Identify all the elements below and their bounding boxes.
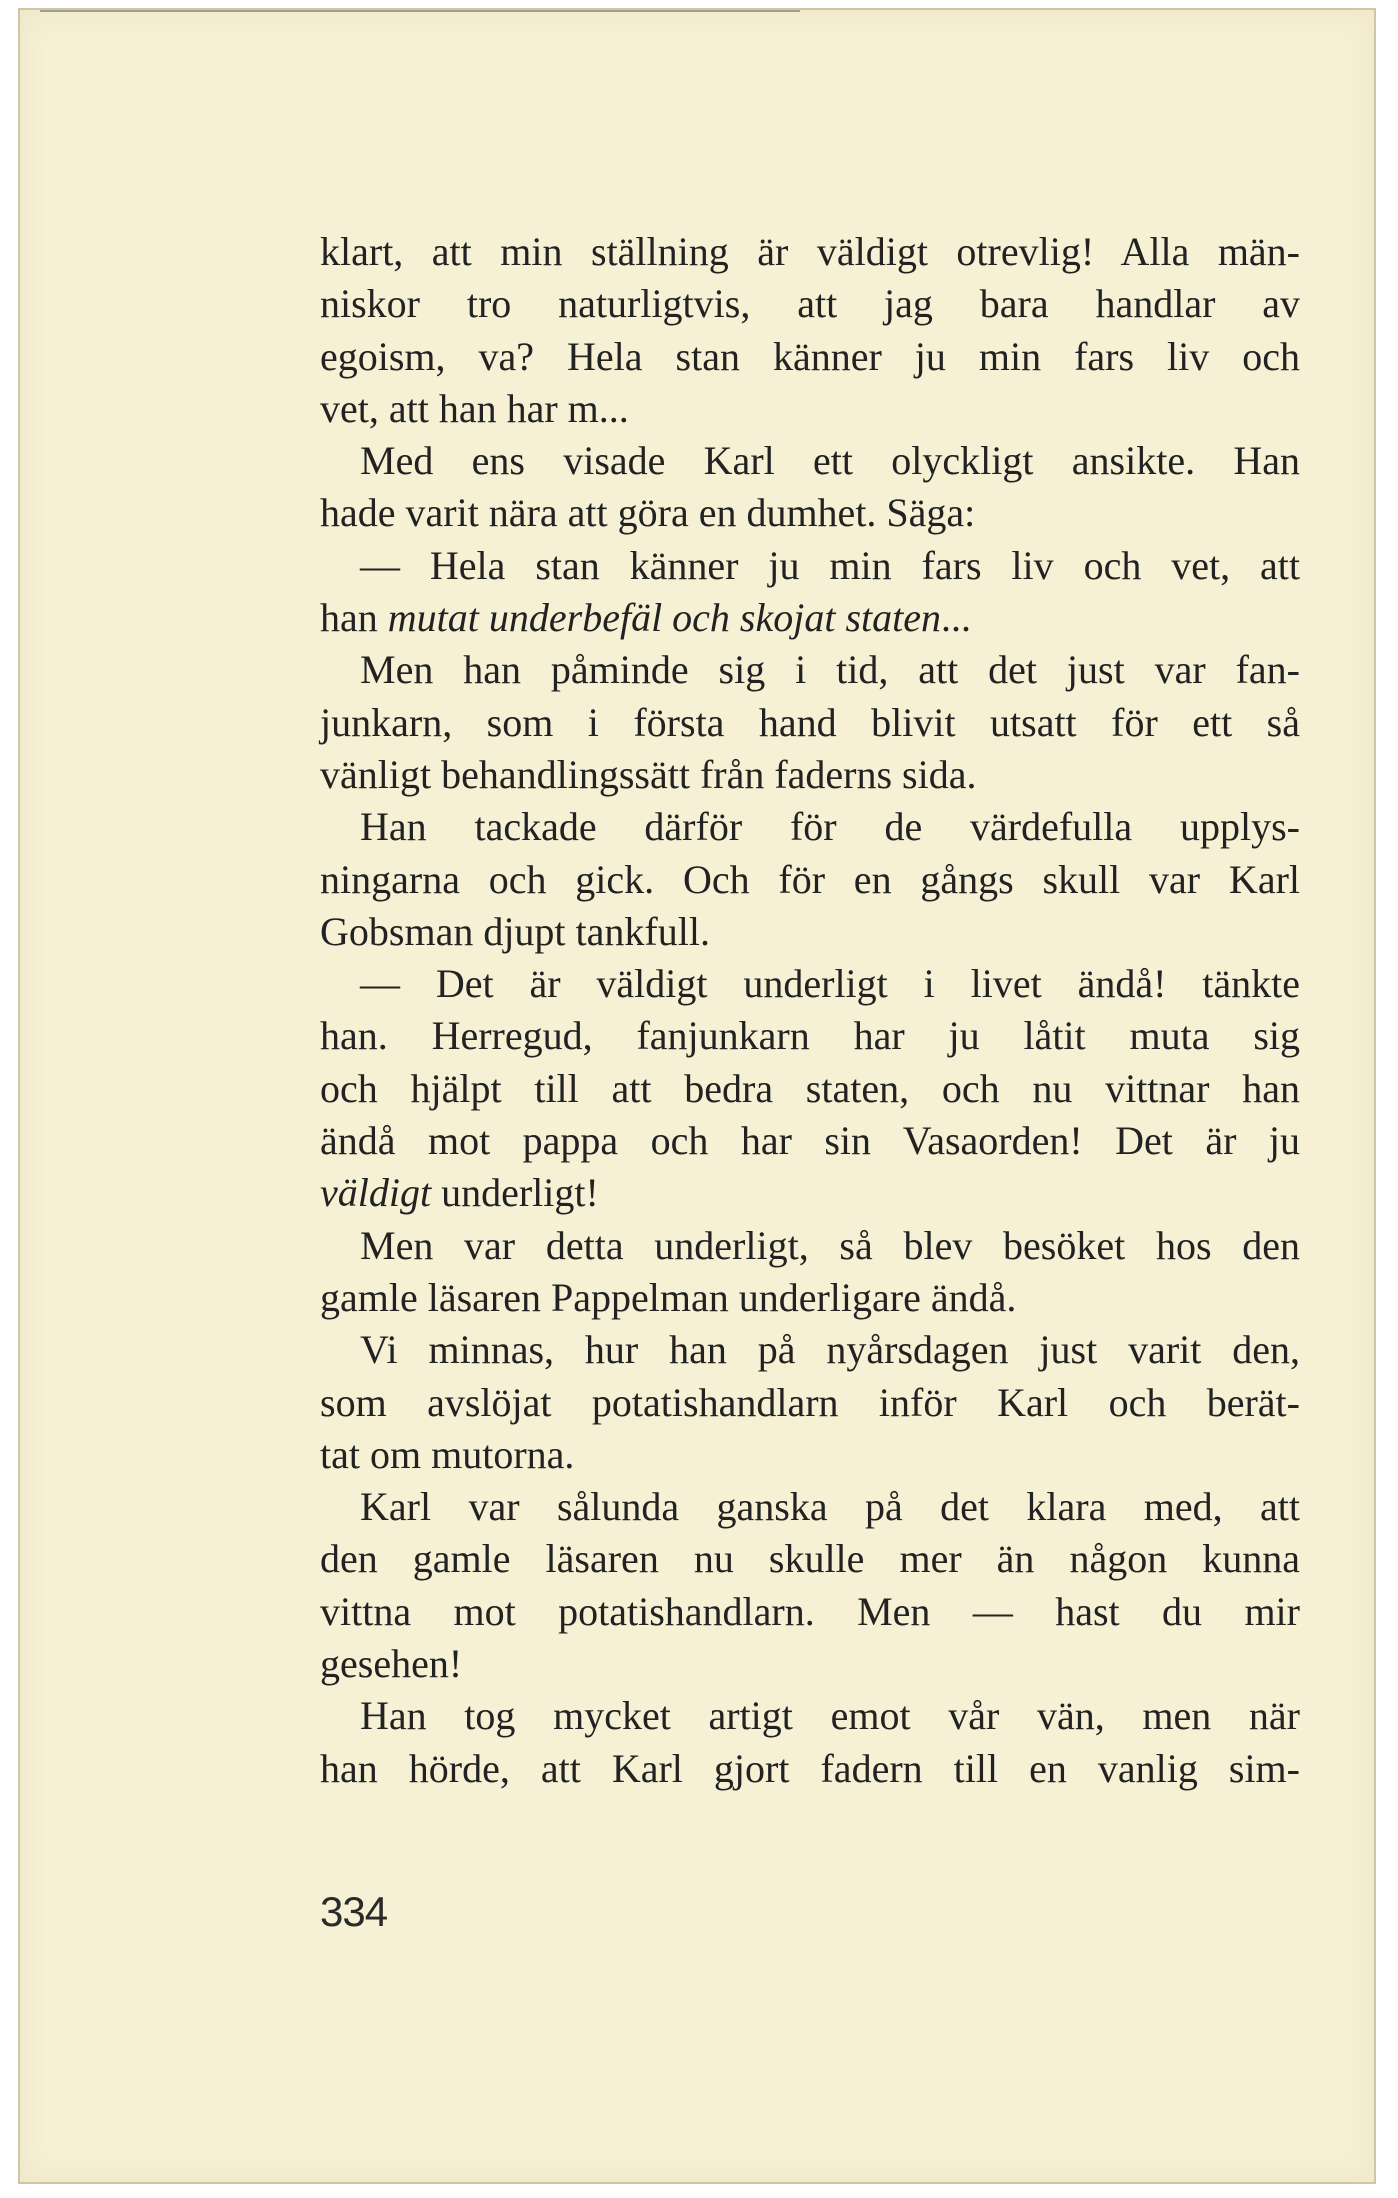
text-line: klart, att min ställning är väldigt otrevlig! Alla män- [320, 229, 1300, 274]
text-line: niskor tro naturligtvis, att jag bara handlar av [320, 281, 1300, 327]
text-line: egoism, va? Hela stan känner ju min fars liv och [320, 333, 1300, 379]
text-line: den gamle läsaren nu skulle mer än någon kunna [320, 1536, 1300, 1582]
text-line: han. Herregud, fanjunkarn har ju låtit muta sig [320, 1013, 1300, 1059]
book-page [18, 8, 1376, 2184]
text-line: vittna mot potatishandlarn. Men — hast du mir [320, 1588, 1300, 1634]
text-line: Han tog mycket artigt emot vår vän, men när [360, 1693, 1300, 1739]
text-line: Han tackade därför för de värdefulla upplys- [360, 804, 1300, 850]
text-line: — Hela stan känner ju min fars liv och vet, att [360, 542, 1300, 588]
page-top-edge [40, 10, 800, 16]
text-plain: underligt! [431, 1170, 599, 1216]
text-line: Med ens visade Karl ett olyckligt ansikte. Han [360, 438, 1300, 484]
text-line: junkarn, som i första hand blivit utsatt för ett så [320, 699, 1300, 745]
page-number: 334 [320, 1888, 388, 1935]
body-text [320, 226, 1300, 1795]
text-line: som avslöjat potatishandlarn inför Karl och berät- [320, 1379, 1300, 1425]
text-line: ändå mot pappa och har sin Vasaorden! Det är ju [320, 1118, 1300, 1164]
text-line: gamle läsaren Pappelman underligare ändå. [320, 1274, 1017, 1320]
text-italic: väldigt [320, 1170, 432, 1216]
text-line: vänligt behandlingssätt från faderns sida. [320, 751, 977, 797]
text-line: Vi minnas, hur han på nyårsdagen just varit den, [360, 1327, 1300, 1373]
text-line: ningarna och gick. Och för en gångs skull var Karl [320, 856, 1300, 902]
text-line: vet, att han har m... [320, 385, 629, 431]
text-italic: mutat underbefäl och skojat staten [387, 595, 942, 641]
text-plain: ... [941, 595, 972, 641]
text-line: han hörde, att Karl gjort fadern till en vanlig sim- [320, 1745, 1300, 1791]
text-line: Men var detta underligt, så blev besöket hos den [360, 1222, 1300, 1268]
text-line: hade varit nära att göra en dumhet. Säga: [320, 490, 976, 536]
text-line [320, 1167, 1300, 1219]
text-line: Men han påminde sig i tid, att det just var fan- [360, 647, 1300, 693]
text-line: — Det är väldigt underligt i livet ändå! tänkte [360, 961, 1300, 1007]
text-line: och hjälpt till att bedra staten, och nu vittnar han [320, 1065, 1300, 1111]
text-line: Karl var sålunda ganska på det klara med, att [360, 1484, 1300, 1530]
text-line [320, 592, 1300, 644]
text-plain: han [320, 595, 388, 641]
text-line: tat om mutorna. [320, 1431, 575, 1477]
text-line: gesehen! [320, 1641, 463, 1687]
text-line: Gobsman djupt tankfull. [320, 908, 710, 954]
